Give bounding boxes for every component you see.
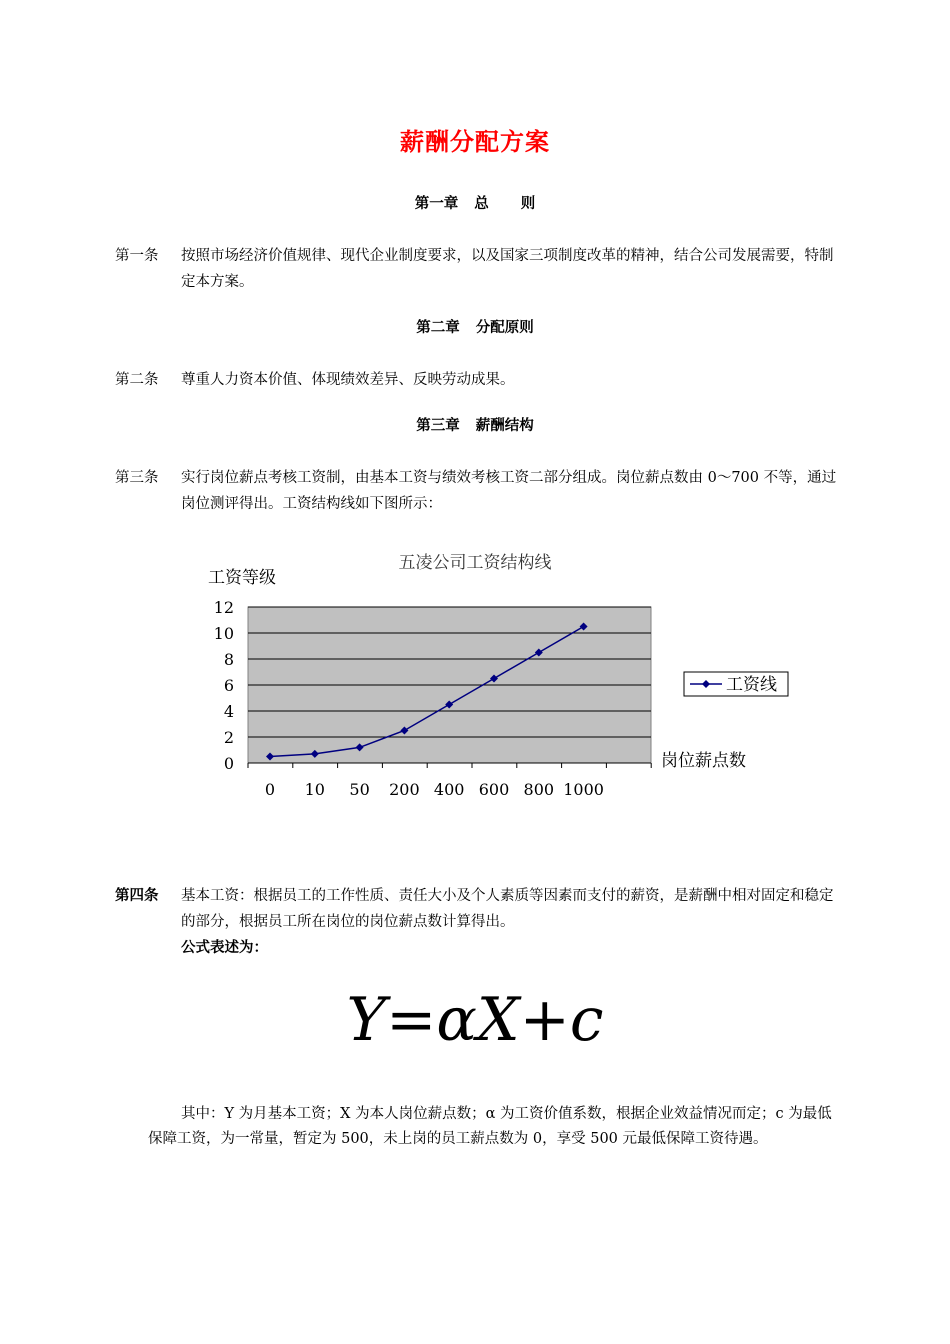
chapter-3-name: 薪酬结构 [475,418,534,434]
article-1-text: 按照市场经济价值规律、现代企业制度要求，以及国家三项制度改革的精神，结合公司发展需要，特制定本方案。 [181,248,834,290]
article-2-text: 尊重人力资本价值、体现绩效差异、反映劳动成果。 [181,372,515,388]
y-tick-label: 12 [213,598,234,617]
y-tick-label: 6 [223,676,234,695]
formula-x: X [476,985,520,1055]
x-tick-label: 800 [523,780,555,799]
chapter-2-prefix: 第二章 [416,320,460,336]
chapter-1-name-a: 总 [474,196,489,212]
article-2-number: 第二条 [115,372,159,388]
x-tick-label: 50 [349,780,370,799]
x-tick-label: 10 [304,780,325,799]
y-tick-labels [214,598,234,773]
x-tick-label: 200 [389,780,420,799]
article-4-number: 第四条 [115,888,159,904]
article-1 [115,243,840,295]
chapter-3-prefix: 第三章 [416,418,460,434]
x-tick-label: 1000 [563,780,604,799]
article-4 [115,883,840,961]
article-4-text: 基本工资：根据员工的工作性质、责任大小及个人素质等因素而支付的薪资，是薪酬中相对固定和稳定的部分，根据员工所在岗位的岗位薪点数计算得出。 [181,888,834,930]
article-3-text: 实行岗位薪点考核工资制，由基本工资与绩效考核工资二部分组成。岗位薪点数由 0～700 不等，通过岗位测评得出。工资结构线如下图所示： [181,470,837,512]
chart-title: 五凌公司工资结构线 [398,553,552,573]
document-title: 薪酬分配方案 [400,128,550,156]
legend [684,672,788,696]
chapter-1-prefix: 第一章 [414,196,459,212]
chapter-1-heading [0,192,950,213]
chapter-3-heading [0,414,950,435]
y-tick-label: 10 [213,624,234,643]
article-2 [115,367,840,393]
chapter-2-heading [0,316,950,337]
formula-label: 公式表述为： [181,940,268,956]
x-tick-label: 400 [433,780,465,799]
chart-xlabel: 岗位薪点数 [661,751,746,771]
legend-label: 工资线 [726,675,777,695]
x-tick-label: 600 [478,780,510,799]
chapter-2-name: 分配原则 [475,320,534,336]
y-tick-label: 4 [223,702,234,721]
article-3 [115,465,840,517]
x-tick-labels [265,780,604,799]
formula-c: c [569,985,604,1055]
x-tick-label: 0 [264,780,276,799]
chart-ylabel: 工资等级 [208,568,276,588]
article-3-number: 第三条 [115,470,159,486]
salary-structure-chart [200,545,800,815]
formula-explanation: 其中：Y 为月基本工资；X 为本人岗位薪点数；α 为工资价值系数，根据企业效益情况而定；c 为最低保障工资，为一常量，暂定为 500，未上岗的员工薪点数为 0，享受 500 元最低保障工资待遇。 [148,1106,832,1147]
chart-svg [200,545,800,815]
article-1-number: 第一条 [115,248,159,264]
formula-alpha: α [436,985,477,1055]
formula-plus: + [519,985,570,1055]
y-tick-label: 0 [223,754,234,773]
salary-formula [0,980,950,1060]
formula-equals: = [386,985,437,1055]
y-tick-label: 8 [223,650,234,669]
chapter-1-name-b: 则 [520,196,536,212]
formula-y: Y [346,985,387,1055]
y-tick-label: 2 [223,728,234,747]
